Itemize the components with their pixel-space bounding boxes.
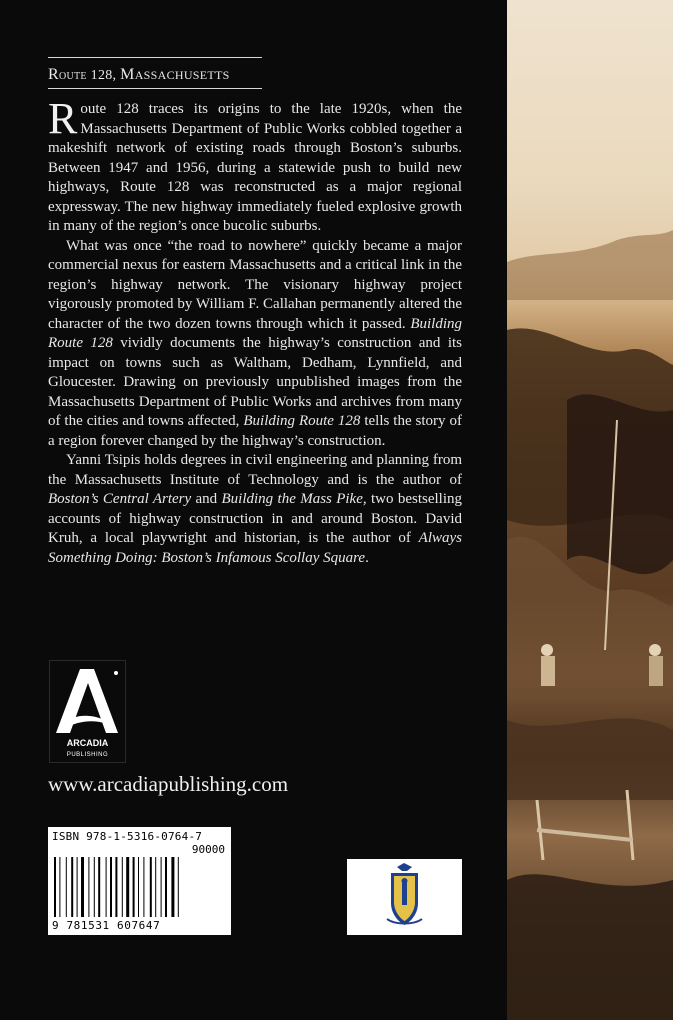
blurb-text: [48, 94, 462, 568]
arcadia-a-icon: [50, 661, 125, 762]
series-title: Route 128, MASSACHUSETTS: [48, 66, 230, 83]
isbn-barcode: [48, 827, 231, 935]
bottom-rule: [48, 88, 262, 89]
state-seal-icon: [347, 859, 462, 935]
paragraph-2: What was once “the road to nowhere” quickly became a major commercial nexus for eastern Massachusetts and a critical link in the region’s highway network. The visionary highway project vigorously promoted by William F. Callahan permanently altered the character of the two dozen towns through which it passed. Building Route 128 vividly documents the highway’s construction and its impact on towns such as Waltham, Dedham, Lynnfield, and Gloucester. Drawing on previously unpublished images from the Massachusetts Department of Public Works and archives from many of the cities and towns affected, Building Route 128 tells the story of a region forever changed by the highway’s construction.: [48, 237, 462, 449]
top-rule: [48, 57, 262, 58]
logo-wordmark: ARCADIA: [66, 738, 109, 748]
massachusetts-seal: [347, 859, 462, 935]
isbn-label: ISBN 978-1-5316-0764-7: [52, 830, 203, 843]
construction-photo: [507, 0, 673, 1020]
paragraph-3: Yanni Tsipis holds degrees in civil engineering and planning from the Massachusetts Institute of Technology and is the author of Boston’s Central Artery and Building the Mass Pike, two bestselling accounts of highway construction in and around Boston. David Kruh, a local playwright and historian, is the author of Always Something Doing: Boston’s Infamous Scollay Square.: [48, 452, 462, 566]
arcadia-logo: [49, 660, 126, 763]
logo-subtitle: PUBLISHING: [66, 752, 109, 758]
publisher-url[interactable]: www.arcadiapublishing.com: [48, 772, 289, 796]
isbn-digits: 9 781531 607647: [52, 919, 161, 932]
price-code: 90000: [191, 843, 225, 856]
paragraph-1: Route 128 traces its origins to the late 1920s, when the Massachusetts Department of Public Works cobbled together a makeshift network of existing roads through Boston’s suburbs. Between 1947 and 1956, during a statewide push to build new highways, Route 128 was reconstructed as a major regional expressway. The new highway immediately fueled explosive growth in many of the region’s once bucolic suburbs.: [48, 94, 462, 234]
drop-cap: R: [48, 94, 78, 143]
photo-illustration: [507, 0, 673, 1020]
